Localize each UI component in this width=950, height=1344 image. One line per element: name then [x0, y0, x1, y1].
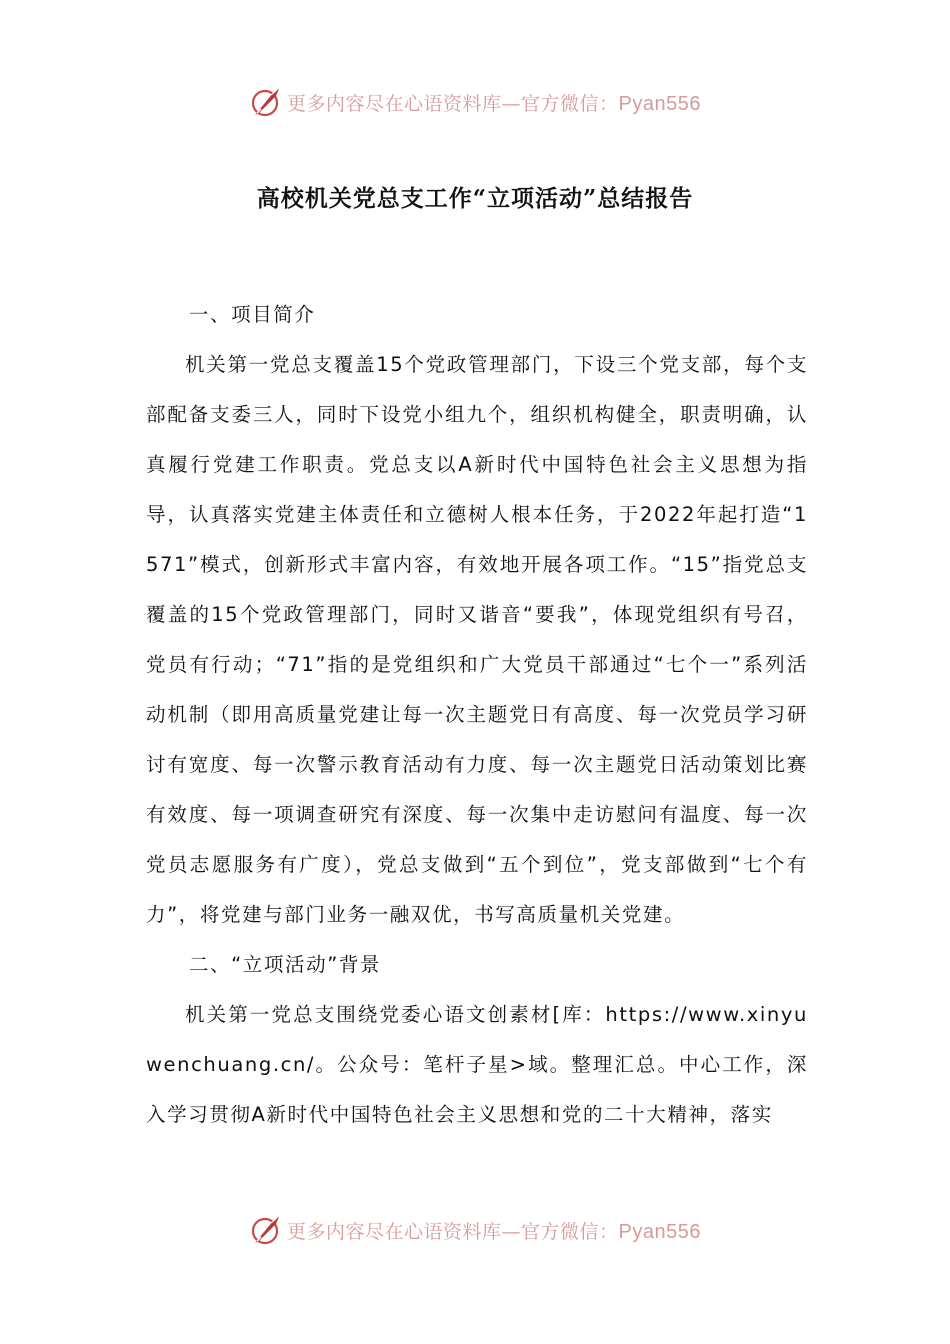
watermark-wechat-id: Pyan556 — [618, 92, 701, 115]
section-paragraph-2: 机关第一党总支围绕党委心语文创素材[库：https://www.xinyuwenchuang.cn/。公众号：笔杆子星>域。整理汇总。中心工作，深入学习贯彻A新时代中国特色社会主义思想和党的二十大精神，落实 — [146, 1003, 808, 1126]
section-heading-2: 二、“立项活动”背景 — [188, 953, 382, 976]
quill-logo-icon — [249, 85, 283, 119]
watermark-text: 更多内容尽在心语资料库—官方微信：Pyan556 — [287, 1220, 701, 1243]
watermark-wechat-id: Pyan556 — [618, 1220, 701, 1243]
watermark-text: 更多内容尽在心语资料库—官方微信：Pyan556 — [287, 92, 701, 115]
watermark-header — [0, 82, 950, 122]
watermark-footer — [0, 1210, 950, 1250]
section-heading-1: 一、项目简介 — [188, 303, 316, 326]
document-body — [146, 290, 808, 1140]
section-paragraph-1: 机关第一党总支覆盖15个党政管理部门，下设三个党支部，每个支部配备支委三人，同时下设党小组九个，组织机构健全，职责明确，认真履行党建工作职责。党总支以A新时代中国特色社会主义思想为指导，认真落实党建主体责任和立德树人根本任务，于2022年起打造“1571”模式，创新形式丰富内容，有效地开展各项工作。“15”指党总支覆盖的15个党政管理部门，同时又谐音“要我”，体现党组织有号召，党员有行动；“71”指的是党组织和广大党员干部通过“七个一”系列活动机制（即用高质量党建让每一次主题党日有高度、每一次党员学习研讨有宽度、每一次警示教育活动有力度、每一次主题党日活动策划比赛有效度、每一项调查研究有深度、每一次集中走访慰问有温度、每一次党员志愿服务有广度），党总支做到“五个到位”，党支部做到“七个有力”，将党建与部门业务一融双优，书写高质量机关党建。 — [146, 353, 808, 926]
document-title: 高校机关党总支工作“立项活动”总结报告 — [256, 185, 694, 212]
quill-logo-icon — [249, 1213, 283, 1247]
